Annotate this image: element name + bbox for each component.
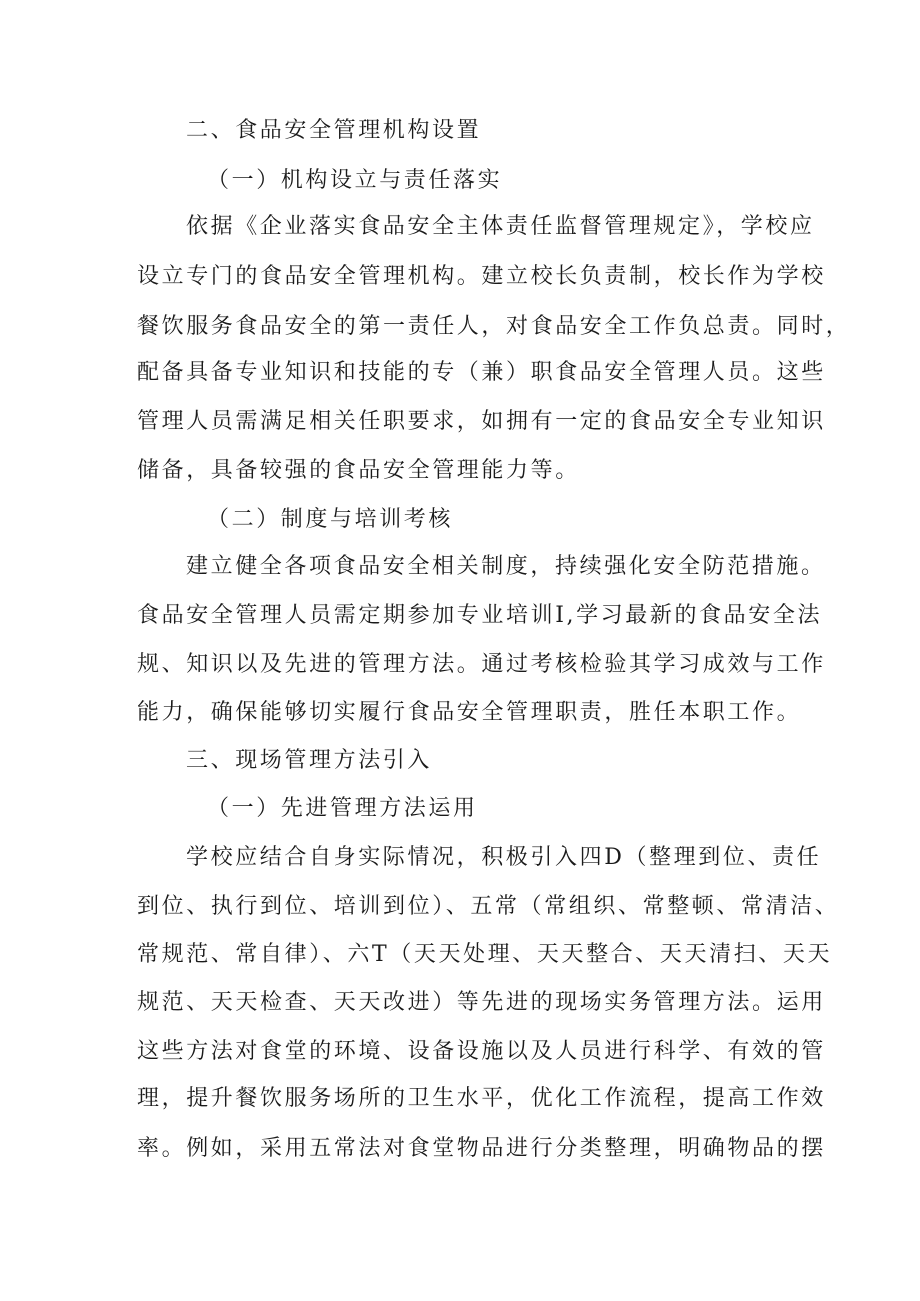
paragraph-line: 能力，确保能够切实履行食品安全管理职责，胜任本职工作。 — [137, 700, 802, 725]
paragraph-line: 储备，具备较强的食品安全管理能力等。 — [137, 458, 580, 483]
section-heading-3: 三、现场管理方法引入 — [186, 748, 433, 773]
paragraph-line: 设立专门的食品安全管理机构。建立校长负责制，校长作为学校 — [137, 264, 826, 289]
paragraph-line: 学校应结合自身实际情况，积极引入四D（整理到位、责任 — [186, 845, 822, 870]
paragraph-line: 配备具备专业知识和技能的专（兼）职食品安全管理人员。这些 — [137, 360, 826, 385]
paragraph-line: 常规范、常自律）、六T（天天处理、天天整合、天天清扫、天天 — [137, 942, 833, 967]
paragraph-line: 理，提升餐饮服务场所的卫生水平，优化工作流程，提高工作效 — [137, 1086, 826, 1111]
paragraph-line: 规范、天天检查、天天改进）等先进的现场实务管理方法。运用 — [137, 990, 826, 1015]
subsection-heading-2-2: （二）制度与培训考核 — [207, 507, 454, 532]
paragraph-line: 这些方法对食堂的环境、设备设施以及人员进行科学、有效的管 — [137, 1039, 826, 1064]
paragraph-line: 建立健全各项食品安全相关制度，持续强化安全防范措施。 — [186, 554, 826, 579]
paragraph-line: 到位、执行到位、培训到位）、五常（常组织、常整顿、常清洁、 — [137, 894, 840, 919]
subsection-heading-2-1: （一）机构设立与责任落实 — [207, 168, 503, 193]
paragraph-line: 食品安全管理人员需定期参加专业培训I,学习最新的食品安全法 — [137, 603, 823, 628]
paragraph-line: 率。例如，采用五常法对食堂物品进行分类整理，明确物品的摆 — [137, 1136, 826, 1161]
paragraph-line: 管理人员需满足相关任职要求，如拥有一定的食品安全专业知识 — [137, 409, 826, 434]
paragraph-line: 依据《企业落实食品安全主体责任监督管理规定》，学校应 — [186, 214, 815, 239]
paragraph-line: 规、知识以及先进的管理方法。通过考核检验其学习成效与工作 — [137, 652, 826, 677]
paragraph-line: 餐饮服务食品安全的第一责任人，对食品安全工作负总责。同时， — [137, 314, 851, 339]
subsection-heading-3-1: （一）先进管理方法运用 — [207, 796, 478, 821]
section-heading-2: 二、食品安全管理机构设置 — [186, 118, 482, 143]
